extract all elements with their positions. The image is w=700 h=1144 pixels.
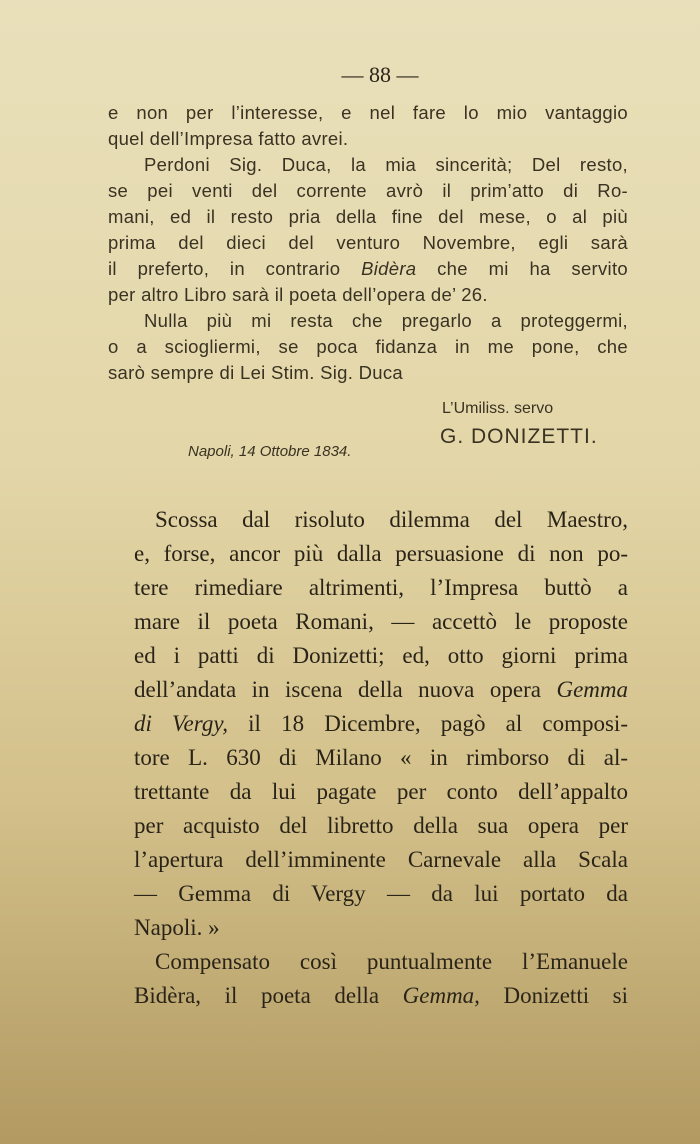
body-line: tore L. 630 di Milano « in rimborso di al- [134, 745, 628, 770]
body-line: — Gemma di Vergy — da lui portato da [134, 881, 628, 906]
italic-name: Bidèra [361, 258, 417, 279]
letter-line: sarò sempre di Lei Stim. Sig. Duca [108, 362, 404, 383]
text: Donizetti si [503, 983, 629, 1008]
italic-title: di Vergy, [134, 711, 229, 736]
italic-title: Gemma, [402, 983, 480, 1008]
body-line: Compensato così puntualmente l’Emanuele [155, 949, 628, 974]
letter-line: prima del dieci del venturo Novembre, egli sarà [108, 232, 628, 253]
letter-line: Perdoni Sig. Duca, la mia sincerità; Del resto, [144, 154, 628, 175]
page-number: — 88 — [341, 62, 419, 87]
text: il preferto, in contrario [108, 258, 341, 279]
body-line: l’apertura dell’imminente Carnevale alla Scala [134, 847, 628, 872]
body-line: per acquisto del libretto della sua opera per [134, 813, 628, 838]
letter-signature: G. DONIZETTI. [440, 425, 598, 448]
body-line: Scossa dal risoluto dilemma del Maestro, [155, 507, 628, 532]
body-line [134, 677, 628, 703]
letter-line: per altro Libro sarà il poeta dell’opera de’ 26. [108, 284, 488, 305]
text: il 18 Dicembre, pagò al composi- [248, 711, 628, 736]
italic-title: Gemma [556, 677, 628, 702]
body-line [134, 983, 628, 1009]
body-line: mare il poeta Romani, — accettò le proposte [134, 609, 628, 634]
text: Bidèra, il poeta della [134, 983, 380, 1008]
text: dell’andata in iscena della nuova opera [134, 677, 541, 702]
letter-line [108, 259, 628, 279]
body-line: tere rimediare altrimenti, l’Impresa buttò a [134, 575, 628, 600]
letter-line: e non per l’interesse, e nel fare lo mio vantaggio [108, 102, 628, 123]
body-line [134, 711, 628, 737]
letter-closing: L’Umiliss. servo [442, 400, 554, 417]
body-line: e, forse, ancor più dalla persuasione di non po- [134, 541, 628, 566]
body-line: trettante da lui pagate per conto dell’appalto [134, 779, 628, 804]
letter-line: se pei venti del corrente avrò il prim’atto di Ro- [108, 180, 628, 201]
letter-line: o a sciogliermi, se poca fidanza in me pone, che [108, 336, 628, 357]
letter-line: Nulla più mi resta che pregarlo a proteggermi, [144, 310, 628, 331]
letter-line: mani, ed il resto pria della fine del mese, o al più [108, 206, 628, 227]
body-line: ed i patti di Donizetti; ed, otto giorni prima [134, 643, 628, 668]
text: che mi ha servito [437, 258, 628, 279]
letter-date: Napoli, 14 Ottobre 1834. [188, 443, 352, 460]
letter-line: quel dell’Impresa fatto avrei. [108, 128, 349, 149]
body-line: Napoli. » [134, 915, 220, 940]
